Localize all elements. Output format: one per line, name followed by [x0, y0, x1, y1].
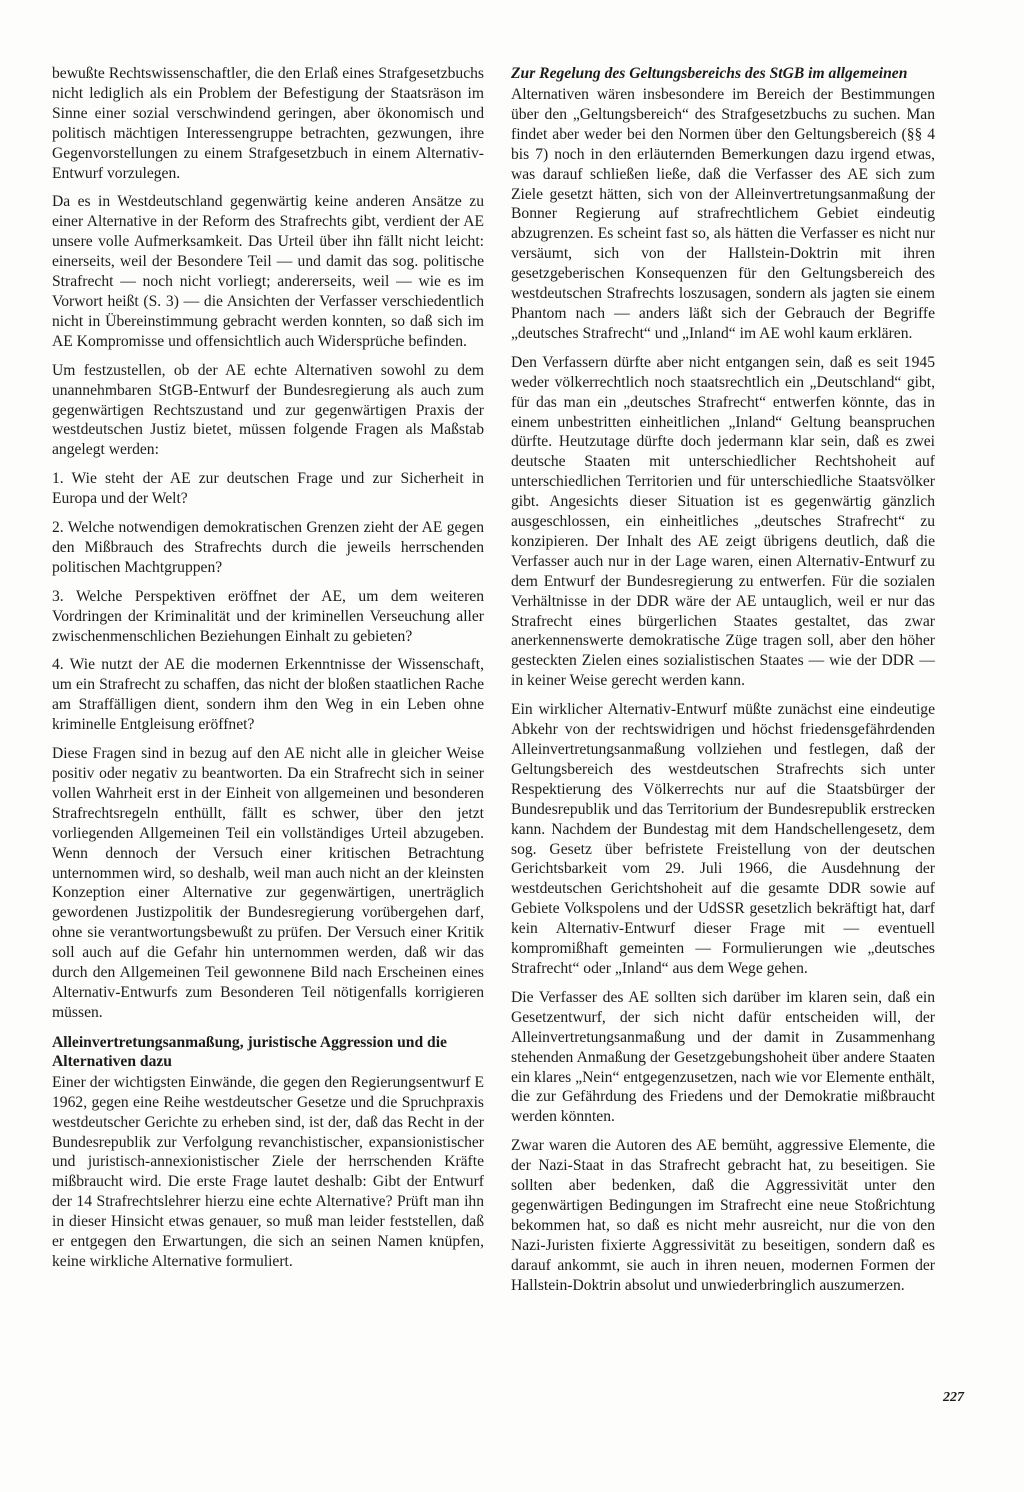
left-column	[52, 64, 484, 1281]
right-paragraph-2: Den Verfassern dürfte aber nicht entgangen sein, daß es seit 1945 weder völkerrechtlich noch staatsrechtlich ein „Deutschland“ gibt, für das man ein „deutsches Strafrecht“ entwerfen könnte, das in einem unbestritten einheitlichen „Inland“ Geltung beanspruchen dürfte. Heutzutage dürfte doch jedermann klar sein, daß es zwei deutsche Staaten mit unterschiedlicher Rechtshoheit auf unterschiedlichen Territorien und für unterschiedliche Staatsvölker gibt. Angesichts dieser Situation ist es gegenwärtig gänzlich ausgeschlossen, ein einheitliches „deutsches Strafrecht“ zu konzipieren. Der Inhalt des AE zeigt übrigens deutlich, daß die Verfasser auch nur in der Lage waren, einen Alternativ-Entwurf zu dem Entwurf der Bundesregierung zu entwerfen. Für die sozialen Verhältnisse in der DDR wäre der AE untauglich, weil er nur das Strafrecht eines bürgerlichen Staates gestaltet, das zwar anerkennenswerte demokratische Züge tragen soll, aber den höher gesteckten Zielen eines sozialistischen Staates — wie der DDR — in keiner Weise gerecht werden kann.	[511, 353, 935, 690]
question-3: 3. Welche Perspektiven eröffnet der AE, um dem weiteren Vordringen der Kriminalität und der kriminellen Verseuchung aller zwischenmenschlichen Beziehungen Einhalt zu gebieten?	[52, 587, 484, 645]
page-number: 227	[943, 1390, 964, 1405]
section-heading-geltungsbereich: Zur Regelung des Geltungsbereichs des StGB im allgemeinen	[511, 65, 908, 82]
right-paragraph-1: Alternativen wären insbesondere im Bereich der Bestimmungen über den „Geltungsbereich“ des Strafgesetzbuchs zu suchen. Man findet aber weder bei den Normen über den Geltungsbereich (§§ 4 bis 7) noch in den erläuternden Bemerkungen dazu irgend etwas, was darauf schließen ließe, daß die Verfasser des AE sich zum Ziele gesetzt hätten, sich von der Alleinvertretungsanmaßung der Bonner Regierung auf strafrechtlichem Gebiet eindeutig abzugrenzen. Es scheint fast so, als hätten die Verfasser es nicht nur versäumt, sich von der Hallstein-Doktrin mit ihren gesetzgeberischen Konsequenzen für den Geltungsbereich des westdeutschen Strafrechts loszusagen, sondern als jagten sie einem Phantom nach — anders läßt sich der Gebrauch der Begriffe „deutsches Strafrecht“ und „Inland“ im AE wohl kaum erklären.	[511, 86, 935, 342]
left-paragraph-9: Einer der wichtigsten Einwände, die gegen den Regierungsentwurf E 1962, gegen eine Reihe westdeutscher Gesetze und die Spruchpraxis westdeutscher Gerichte zu erheben sind, ist der, daß das Recht in der Bundesrepublik zur Verfolgung revanchistischer, expansionistischer und juristisch-annexionistischer Ziele der herrschenden Kräfte mißbraucht wird. Die erste Frage lautet deshalb: Gibt der Entwurf der 14 Strafrechtslehrer hierzu eine echte Alternative? Prüft man ihn in dieser Hinsicht etwas genauer, so muß man leider feststellen, daß er entgegen den Erwartungen, die sich an seinen Namen knüpfen, keine wirkliche Alternative formuliert.	[52, 1073, 484, 1270]
left-paragraph-8: Diese Fragen sind in bezug auf den AE nicht alle in gleicher Weise positiv oder negativ zu beantworten. Da ein Strafrecht sich in seiner vollen Wahrheit erst in der Einheit von allgemeinen und besonderen Strafrechtsregeln enthüllt, fällt es schwer, über den jetzt vorliegenden Allgemeinen Teil ein vollständiges Urteil abzugeben. Wenn dennoch der Versuch einer kritischen Betrachtung unternommen wird, so deshalb, weil man auch nicht an der kleinsten Konzeption einer Alternative zur gegenwärtigen, unerträglich gewordenen Justizpolitik der Bundesregierung vorübergehen darf, ohne sie verantwortungsbewußt zu prüfen. Der Versuch einer Kritik soll auch auf die Gefahr hin unternommen werden, daß wir das durch den Allgemeinen Teil gewonnene Bild nach Erscheinen eines Alternativ-Entwurfs zum Besonderen Teil nötigenfalls korrigieren müssen.	[52, 745, 484, 1021]
question-2: 2. Welche notwendigen demokratischen Grenzen zieht der AE gegen den Mißbrauch des Strafrechts durch die jeweils herrschenden politischen Machtgruppen?	[52, 519, 484, 576]
question-4: 4. Wie nutzt der AE die modernen Erkenntnisse der Wissenschaft, um ein Strafrecht zu schaffen, das nicht der bloßen staatlichen Rache am Straffälligen dient, sondern ihm den Weg in ein Leben ohne kriminelle Entgleisung eröffnet?	[52, 656, 484, 734]
left-paragraph-1: bewußte Rechtswissenschaftler, die den Erlaß eines Strafgesetzbuchs nicht lediglich als ein Problem der Befestigung der Staatsräson im Sinne einer sozial verschwindend geringen, aber ökonomisch und politisch mächtigen Interessengruppe betrachten, gezwungen, ihre Gegenvorstellungen zu einem Strafgesetzbuch in einem Alternativ-Entwurf vorzulegen.	[52, 65, 484, 182]
right-paragraph-5: Zwar waren die Autoren des AE bemüht, aggressive Elemente, die der Nazi-Staat in das Strafrecht gebracht hat, zu beseitigen. Sie sollten aber bedenken, daß die Aggressivität unter den gegenwärtigen Bedingungen im Strafrecht eine neue Stoßrichtung bekommen hat, so daß es nicht mehr ausreicht, nur die von den Nazi-Juristen fixierte Aggressivität zu beseitigen, sondern daß es darauf ankommt, sie auch in ihren neuen, modernen Formen der Hallstein-Doktrin absolut und unwiederbringlich auszumerzen.	[511, 1137, 935, 1294]
section-heading-alleinvertretung: Alleinvertretungsanmaßung, juristische Aggression und die Alternativen dazu	[52, 1033, 447, 1070]
right-paragraph-4: Die Verfasser des AE sollten sich darüber im klaren sein, daß ein Gesetzentwurf, der sich nicht dafür entscheiden will, der Alleinvertretungsanmaßung und der damit in Zusammenhang stehenden Anmaßung der Gesetzgebungshoheit über andere Staaten ein klares „Nein“ entgegenzusetzen, nach wie vor Elemente enthält, die zur Gefährdung des Friedens und der Demokratie mißbraucht werden könnten.	[511, 988, 935, 1126]
left-paragraph-2: Da es in Westdeutschland gegenwärtig keine anderen Ansätze zu einer Alternative in der Reform des Strafrechts gibt, verdient der AE unsere volle Aufmerksamkeit. Das Urteil über ihn fällt nicht leicht: einerseits, weil der Besondere Teil — und damit das sog. politische Strafrecht — noch nicht vorliegt; andererseits, weil — wie es im Vorwort heißt (S. 3) — die Ansichten der Verfasser verschiedentlich nicht in Übereinstimmung gebracht werden konnten, so daß sich im AE Kompromisse und offensichtlich auch Widersprüche befinden.	[52, 193, 484, 350]
right-paragraph-3: Ein wirklicher Alternativ-Entwurf müßte zunächst eine eindeutige Abkehr von der rechtswidrigen und höchst friedensgefährdenden Alleinvertretungsanmaßung vollziehen und festlegen, daß der Geltungsbereich des westdeutschen Strafrechts sich unter Respektierung des Völkerrechts nur auf die Staatsbürger der Bundesrepublik und das Territorium der Bundesrepublik erstrecken kann. Nachdem der Bundestag mit dem Handschellengesetz, dem sog. Gesetz über befristete Freistellung von der deutschen Gerichtsbarkeit vom 29. Juli 1966, die Ausdehnung der westdeutschen Gerichtshoheit auf die gesamte DDR sowie auf Gebiete Volkspolens und der UdSSR gesetzlich bekräftigt hat, darf kein Alternativ-Entwurf dieser Frage mit — eventuell kompromißhaft gemeinten — Formulierungen wie „deutsches Strafrecht“ oder „Inland“ aus dem Wege gehen.	[511, 701, 935, 977]
question-1: 1. Wie steht der AE zur deutschen Frage und zur Sicherheit in Europa und der Welt?	[52, 470, 484, 508]
right-column	[511, 64, 935, 1304]
left-paragraph-3: Um festzustellen, ob der AE echte Alternativen sowohl zu dem unannehmbaren StGB-Entwurf der Bundesregierung als auch zum gegenwärtigen Rechtszustand und zur gegenwärtigen Praxis der westdeutschen Justiz bietet, müssen folgende Fragen als Maßstab angelegt werden:	[52, 361, 484, 459]
